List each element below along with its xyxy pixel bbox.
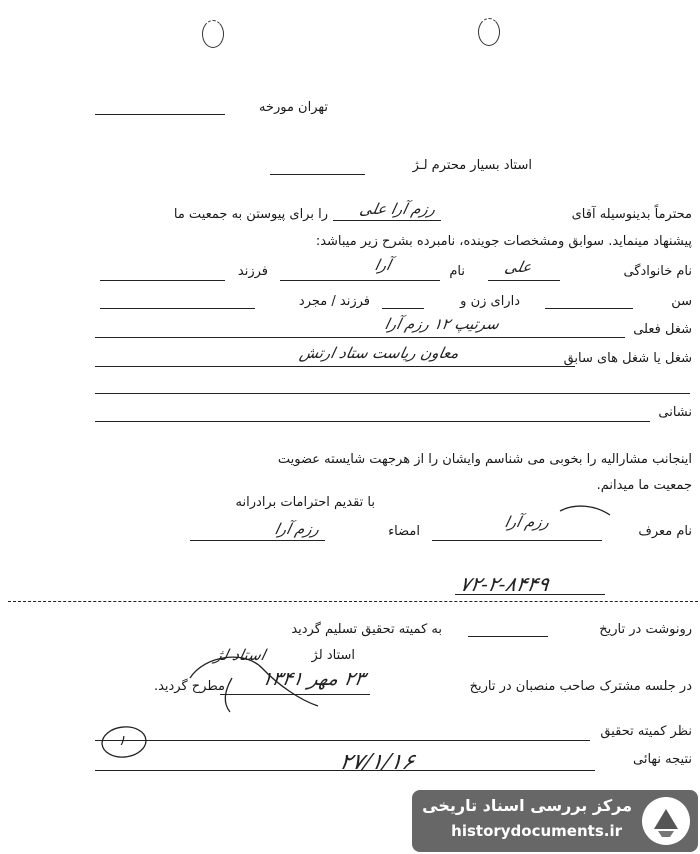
session-bracket [225, 678, 232, 712]
final-result-label: نتیجه نهائی [633, 752, 692, 767]
current-job-label: شغل فعلی [633, 322, 692, 337]
past-jobs-label: شغل یا شغل های سابق [563, 351, 692, 366]
has-wife-label: دارای زن و [460, 294, 520, 309]
endorsement-line2: جمعیت ما میدانم. [596, 478, 692, 493]
first-name-handwritten: آرا [373, 256, 393, 274]
past-jobs-handwritten: معاون ریاست ستاد ارتش [298, 344, 461, 362]
first-name-label: نام [449, 264, 465, 279]
candidate-name-handwritten: رزم آرا علی [358, 200, 438, 218]
signature-flourish [560, 506, 610, 515]
lodge-master-scribble [190, 657, 318, 706]
signature-handwritten: رزم آرا [273, 520, 322, 538]
circled-number: ۱ [116, 733, 128, 749]
session-date-handwritten: ۲۳ مهر ۱۳۴۱ [259, 668, 368, 690]
archive-logo-icon [640, 795, 692, 847]
salutation: استاد بسیار محترم لـژ [412, 158, 532, 173]
address-label: نشانی [658, 405, 692, 420]
children-label: فرزند / مجرد [298, 294, 370, 309]
endorsement-line1: اینجانب مشارالیه را بخوبی می شناسم وایشان را از هرجهت شایسته عضویت [277, 452, 692, 467]
date-label: تهران مورخه [258, 100, 328, 115]
closing-text: با تقدیم احترامات برادرانه [235, 495, 375, 510]
child-of-label: فرزند [237, 264, 268, 279]
intro-text-b: را برای پیوستن به جمعیت ما [173, 207, 328, 222]
lodge-master-note-handwritten: استاد لژ [213, 646, 268, 664]
lodge-master-label: استاد لژ [311, 648, 355, 663]
joint-session-text: در جلسه مشترک صاحب منصبان در تاریخ [469, 679, 692, 694]
introducer-name-handwritten: رزم آرا [503, 513, 552, 531]
signature-label: امضاء [388, 524, 420, 539]
top-code-handwritten: ۷۲-۲-۸۴۴۹ [457, 572, 552, 596]
family-name-label: نام خانوادگی [623, 264, 692, 279]
family-name-handwritten: علی [503, 258, 534, 276]
committee-opinion-label: نظر کمیته تحقیق [600, 724, 692, 739]
watermark-url: historydocuments.ir [451, 822, 622, 840]
copy-date-label: رونوشت در تاریخ [599, 622, 692, 637]
copy-committee-text: به کمیته تحقیق تسلیم گردید [291, 622, 442, 637]
joint-session-end: مطرح گردید. [153, 679, 225, 694]
current-job-handwritten: سرتیپ ۱۲ رزم آرا [383, 315, 501, 333]
watermark-title: مرکز بررسی اسناد تاریخی [422, 796, 632, 815]
introducer-label: نام معرف [638, 524, 692, 539]
final-number-handwritten: ۲۷/۱/۱۶ [337, 750, 417, 775]
intro-text-a: محترماً بدینوسیله آقای [571, 207, 692, 222]
age-label: سن [671, 294, 692, 309]
intro-text-line2: پیشنهاد مینماید. سوابق ومشخصات جوینده، نامبرده بشرح زیر میباشد: [315, 234, 692, 249]
